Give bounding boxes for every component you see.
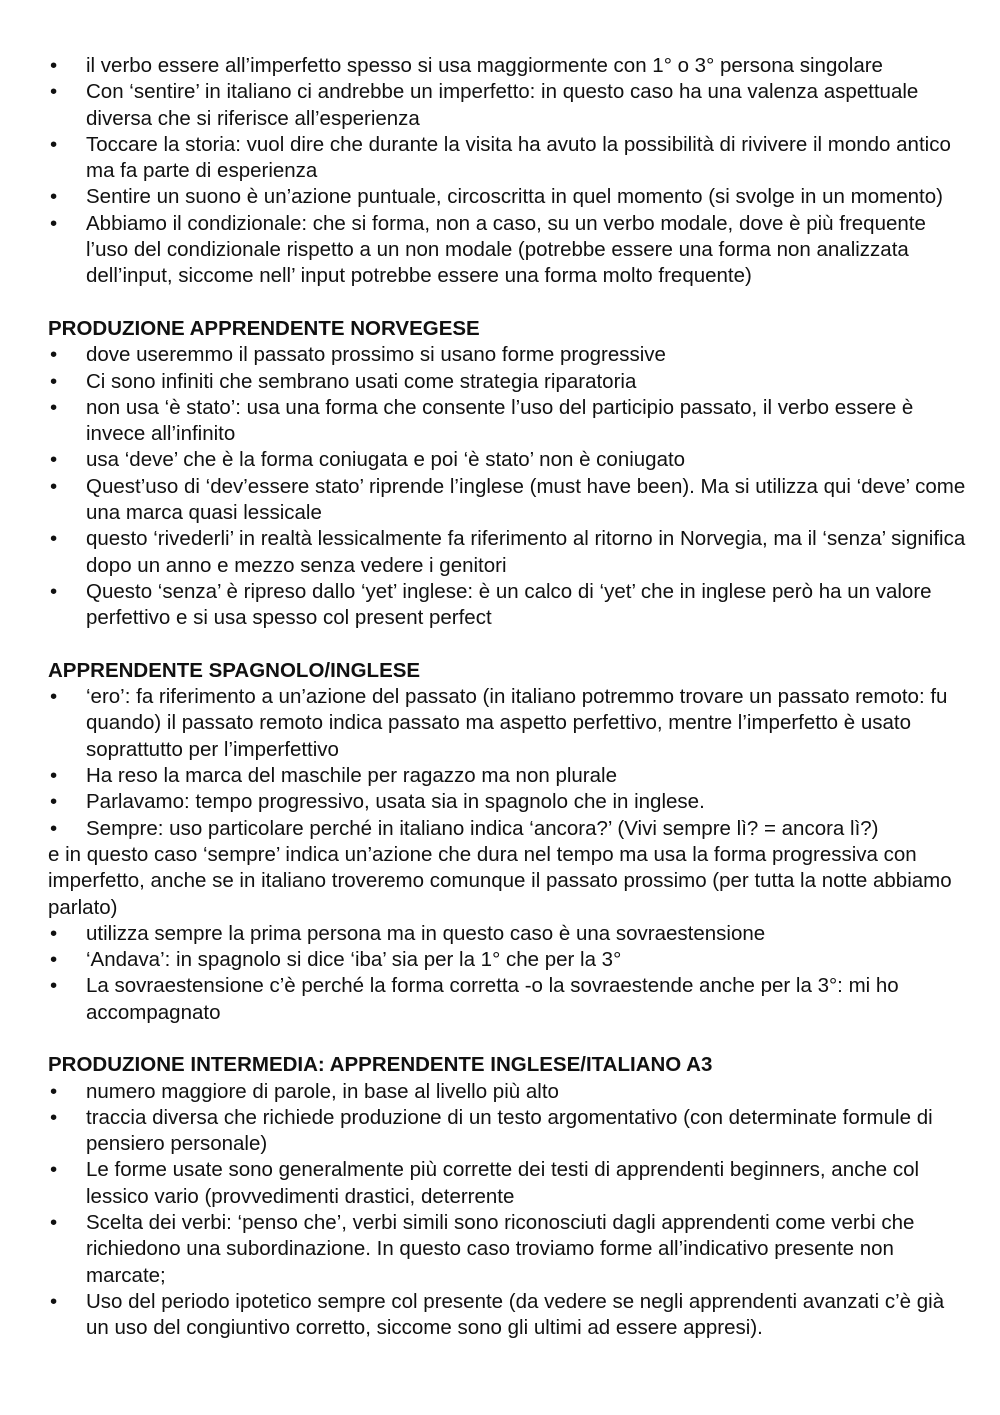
- list-item: [48, 211, 968, 290]
- list-item: [48, 1157, 968, 1210]
- bullet-icon: •: [50, 185, 58, 209]
- list-item-text: Questo ‘senza’ è ripreso dallo ‘yet’ inglese: è un calco di ‘yet’ che in inglese però ha un valore perfettivo e si usa spesso col present perfect: [86, 579, 932, 630]
- list-item-text: Le forme usate sono generalmente più corrette dei testi di apprendenti beginners, anche col lessico vario (provvedimenti drastici, deterrente: [86, 1158, 920, 1208]
- list-item: [48, 53, 968, 79]
- list-item-text: utilizza sempre la prima persona ma in questo caso è una sovraestensione: [86, 921, 766, 945]
- list-item-text: Abbiamo il condizionale: che si forma, non a caso, su un verbo modale, dove è più frequente l’uso del condizionale rispetto a un non modale (potrebbe essere una forma non analizzata dell’input, siccome nell’ input potrebbe essere una forma molto frequente): [86, 211, 926, 288]
- bullet-icon: •: [50, 527, 58, 551]
- bullet-list: [48, 1079, 968, 1342]
- bullet-icon: •: [50, 816, 58, 840]
- list-item-text: Scelta dei verbi: ‘penso che’, verbi simili sono riconosciuti dagli apprendenti come verbi che richiedono una subordinazione. In questo caso troviamo forme all’indicativo presente non marcate;: [86, 1211, 915, 1287]
- list-item: [48, 921, 968, 947]
- list-item: [48, 526, 968, 579]
- list-item-text: Parlavamo: tempo progressivo, usata sia in spagnolo che in inglese.: [86, 790, 705, 814]
- list-item: [48, 1079, 968, 1105]
- list-item-text: ‘ero’: fa riferimento a un’azione del passato (in italiano potremmo trovare un passato remoto: fu quando) il passato remoto indica passato ma aspetto perfettivo, mentre l’imperfetto è usato soprattutto per l’imperfettivo: [86, 685, 948, 761]
- list-item: [48, 369, 968, 395]
- list-item-text: il verbo essere all’imperfetto spesso si usa maggiormente con 1° o 3° persona singolare: [86, 54, 883, 77]
- bullet-list: [48, 342, 968, 631]
- bullet-icon: •: [50, 1105, 58, 1129]
- section-intro: [48, 53, 968, 290]
- bullet-icon: •: [50, 764, 58, 788]
- list-item: [48, 342, 968, 368]
- bullet-icon: •: [50, 921, 58, 945]
- section-heading: PRODUZIONE INTERMEDIA: APPRENDENTE INGLESE/ITALIANO A3: [48, 1053, 713, 1077]
- list-item: [48, 973, 968, 1026]
- list-item: [48, 1210, 968, 1289]
- section-norvegese: [48, 316, 968, 632]
- bullet-icon: •: [50, 369, 58, 393]
- list-item: [48, 132, 968, 185]
- list-item-text: dove useremmo il passato prossimo si usano forme progressive: [86, 343, 666, 367]
- list-item-text: usa ‘deve’ che è la forma coniugata e poi ‘è stato’ non è coniugato: [86, 448, 686, 472]
- bullet-icon: •: [50, 1158, 58, 1182]
- list-item-text: ‘Andava’: in spagnolo si dice ‘iba’ sia per la 1° che per la 3°: [86, 948, 622, 972]
- document-page: [48, 53, 968, 1368]
- list-item: [48, 947, 968, 973]
- bullet-icon: •: [50, 1289, 58, 1313]
- bullet-icon: •: [50, 132, 58, 156]
- bullet-list: [48, 53, 968, 290]
- list-item: [48, 1289, 968, 1342]
- list-item-text: Ha reso la marca del maschile per ragazzo ma non plurale: [86, 764, 617, 788]
- bullet-icon: •: [50, 448, 58, 472]
- bullet-icon: •: [50, 1211, 58, 1235]
- bullet-list: [48, 921, 968, 1026]
- list-item-text: Uso del periodo ipotetico sempre col presente (da vedere se negli apprendenti avanzati c’è già un uso del congiuntivo corretto, siccome sono gli ultimi ad essere appresi).: [86, 1289, 945, 1340]
- bullet-icon: •: [50, 80, 58, 104]
- bullet-icon: •: [50, 790, 58, 814]
- bullet-icon: •: [50, 211, 58, 235]
- bullet-icon: •: [50, 974, 58, 998]
- list-item-text: Sentire un suono è un’azione puntuale, circoscritta in quel momento (si svolge in un momento): [86, 185, 943, 209]
- list-item: [48, 789, 968, 815]
- bullet-icon: •: [50, 474, 58, 498]
- bullet-icon: •: [50, 343, 58, 367]
- bullet-icon: •: [50, 1079, 58, 1103]
- list-item: [48, 684, 968, 763]
- bullet-icon: •: [50, 948, 58, 972]
- list-item: [48, 184, 968, 210]
- section-spagnolo-inglese: [48, 658, 968, 1026]
- list-item: [48, 79, 968, 132]
- bullet-icon: •: [50, 54, 58, 77]
- list-item: [48, 447, 968, 473]
- continuation-paragraph: e in questo caso ‘sempre’ indica un’azione che dura nel tempo ma usa la forma progressiva con imperfetto, anche se in italiano troveremo comunque il passato prossimo (per tutta la notte abbiamo parlato): [48, 842, 952, 919]
- list-item-text: numero maggiore di parole, in base al livello più alto: [86, 1079, 559, 1103]
- section-intermedia: [48, 1052, 968, 1341]
- list-item-text: Quest’uso di ‘dev’essere stato’ riprende l’inglese (must have been). Ma si utilizza qui ‘deve’ come una marca quasi lessicale: [86, 474, 966, 525]
- bullet-list: [48, 684, 968, 842]
- list-item-text: Sempre: uso particolare perché in italiano indica ‘ancora?’ (Vivi sempre lì? = ancora lì?): [86, 816, 879, 840]
- list-item: [48, 1105, 968, 1158]
- list-item: [48, 474, 968, 527]
- list-item-text: La sovraestensione c’è perché la forma corretta -o la sovraestende anche per la 3°: mi ho accompagnato: [86, 974, 899, 1024]
- bullet-icon: •: [50, 395, 58, 419]
- bullet-icon: •: [50, 579, 58, 603]
- section-heading: PRODUZIONE APPRENDENTE NORVEGESE: [48, 316, 480, 340]
- bullet-icon: •: [50, 685, 58, 709]
- section-heading: APPRENDENTE SPAGNOLO/INGLESE: [48, 658, 421, 682]
- list-item-text: Ci sono infiniti che sembrano usati come strategia riparatoria: [86, 369, 637, 393]
- list-item: [48, 579, 968, 632]
- list-item: [48, 816, 968, 842]
- list-item-text: questo ‘rivederli’ in realtà lessicalmente fa riferimento al ritorno in Norvegia, ma il ‘senza’ significa dopo un anno e mezzo senza vedere i genitori: [86, 527, 966, 577]
- list-item: [48, 395, 968, 448]
- list-item: [48, 763, 968, 789]
- list-item-text: traccia diversa che richiede produzione di un testo argomentativo (con determinate formule di pensiero personale): [86, 1105, 933, 1156]
- list-item-text: non usa ‘è stato’: usa una forma che consente l’uso del participio passato, il verbo essere è invece all’infinito: [86, 395, 914, 446]
- list-item-text: Toccare la storia: vuol dire che durante la visita ha avuto la possibilità di rivivere il mondo antico ma fa parte di esperienza: [86, 132, 951, 183]
- list-item-text: Con ‘sentire’ in italiano ci andrebbe un imperfetto: in questo caso ha una valenza aspettuale diversa che si riferisce all’esperienza: [86, 80, 919, 130]
